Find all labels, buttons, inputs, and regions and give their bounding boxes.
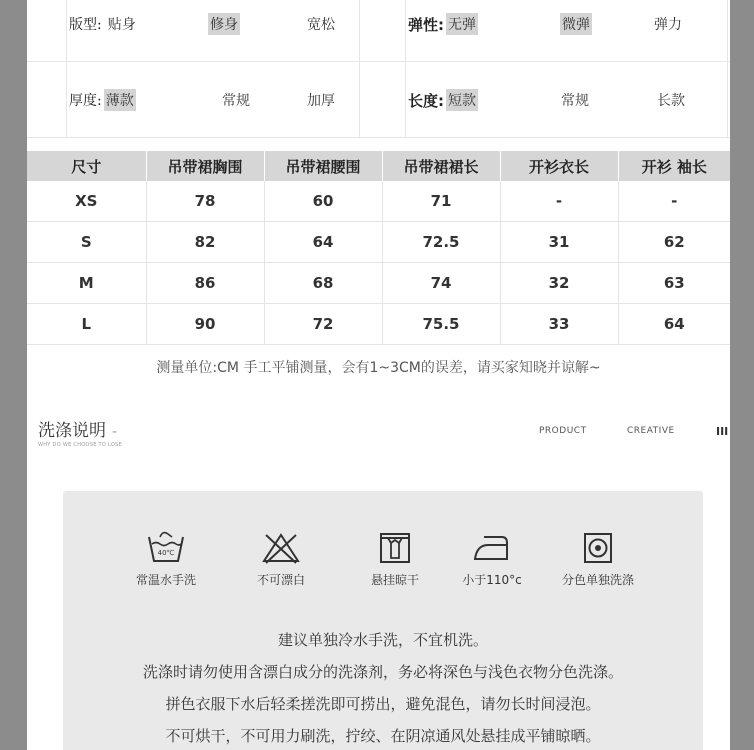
care-panel: [63, 491, 703, 750]
attr-row-fit-elasticity: [27, 0, 730, 62]
thickness-label: 厚度:: [69, 93, 102, 109]
measurement-note: 测量单位:CM 手工平铺测量，会有1~3CM的误差，请买家知晓并谅解~: [156, 360, 601, 376]
care-label: 分色单独洗涤: [561, 573, 634, 587]
thickness-option: 常规: [222, 93, 250, 109]
elasticity-option: 弹力: [654, 17, 682, 33]
care-item-iron: [447, 531, 537, 588]
care-label: 不可漂白: [256, 573, 305, 587]
length-option: 常规: [561, 93, 589, 109]
thickness-option-selected: 薄款: [104, 89, 136, 111]
column-header: 吊带裙胸围: [146, 151, 264, 181]
separate-wash-icon: [578, 531, 618, 565]
table-cell: 62: [618, 222, 730, 263]
table-cell: 72: [264, 304, 382, 345]
table-cell: -: [500, 181, 618, 222]
tag-product: PRODUCT: [539, 426, 587, 436]
size-cell: L: [27, 304, 146, 345]
column-header: 吊带裙裙长: [382, 151, 500, 181]
column-header: 开衫 袖长: [618, 151, 730, 181]
table-cell: 32: [500, 263, 618, 304]
wash-instruction: 建议单独冷水手洗，不宜机洗。: [277, 631, 488, 649]
hand-wash-icon: [146, 531, 186, 565]
attr-row-thickness-length: [27, 62, 730, 138]
elasticity-option-selected: 无弹: [446, 13, 478, 35]
table-cell: 71: [382, 181, 500, 222]
length-option: 长款: [657, 93, 685, 109]
wash-subtitle: WHY DO WE CHOOSE TO LOSE: [38, 442, 123, 448]
size-cell: M: [27, 263, 146, 304]
table-cell: 68: [264, 263, 382, 304]
hand-wash-temp: 40℃: [157, 549, 175, 557]
size-chart-table: [27, 151, 730, 345]
no-bleach-icon: [261, 531, 301, 565]
table-cell: 90: [146, 304, 264, 345]
wash-title-dash: -: [112, 424, 118, 440]
fit-label: 版型:: [69, 17, 102, 33]
table-row: [27, 222, 730, 263]
table-cell: 64: [618, 304, 730, 345]
wash-instruction: 不可烘干，不可用力刷洗，拧绞、在阴凉通风处悬挂成平铺晾晒。: [165, 727, 601, 745]
length-option-selected: 短款: [446, 89, 478, 111]
table-row: [27, 181, 730, 222]
menu-icon: III: [716, 425, 729, 438]
table-cell: 31: [500, 222, 618, 263]
table-cell: 86: [146, 263, 264, 304]
table-cell: 64: [264, 222, 382, 263]
wash-title-text: 洗涤说明: [38, 421, 106, 441]
table-row: [27, 304, 730, 345]
fit-option: 宽松: [307, 17, 335, 33]
table-cell: 33: [500, 304, 618, 345]
table-cell: 74: [382, 263, 500, 304]
column-header: 尺寸: [27, 151, 146, 181]
table-cell: 60: [264, 181, 382, 222]
column-header: 开衫衣长: [500, 151, 618, 181]
iron-icon: [472, 531, 512, 565]
wash-instruction: 洗涤时请勿使用含漂白成分的洗涤剂，务必将深色与浅色衣物分色洗涤。: [142, 663, 623, 681]
table-cell: -: [618, 181, 730, 222]
length-label: 长度:: [408, 91, 444, 110]
column-header: 吊带裙腰围: [264, 151, 382, 181]
care-item-hand-wash: [121, 531, 211, 588]
table-cell: 72.5: [382, 222, 500, 263]
care-item-hang-dry: [350, 531, 440, 588]
fit-option-selected: 修身: [208, 13, 240, 35]
size-cell: XS: [27, 181, 146, 222]
hang-dry-icon: [375, 531, 415, 565]
size-table-header: [27, 151, 730, 181]
table-cell: 75.5: [382, 304, 500, 345]
table-cell: 82: [146, 222, 264, 263]
table-row: [27, 263, 730, 304]
elasticity-option: 微弹: [560, 13, 592, 35]
table-cell: 63: [618, 263, 730, 304]
wash-title: [38, 416, 117, 441]
care-label: 常温水手洗: [135, 573, 196, 587]
fit-option: 贴身: [107, 17, 136, 33]
care-item-separate-wash: [553, 531, 643, 588]
thickness-option: 加厚: [307, 93, 335, 109]
wash-instruction: 拼色衣服下水后轻柔搓洗即可捞出，避免混色，请勿长时间浸泡。: [165, 695, 601, 713]
care-label: 悬挂晾干: [370, 573, 419, 587]
care-item-no-bleach: [236, 531, 326, 588]
tag-creative: CREATIVE: [627, 426, 675, 436]
elasticity-label: 弹性:: [408, 15, 444, 34]
table-cell: 78: [146, 181, 264, 222]
size-cell: S: [27, 222, 146, 263]
product-detail-page: [27, 0, 730, 750]
care-label: 小于110°c: [462, 573, 522, 587]
